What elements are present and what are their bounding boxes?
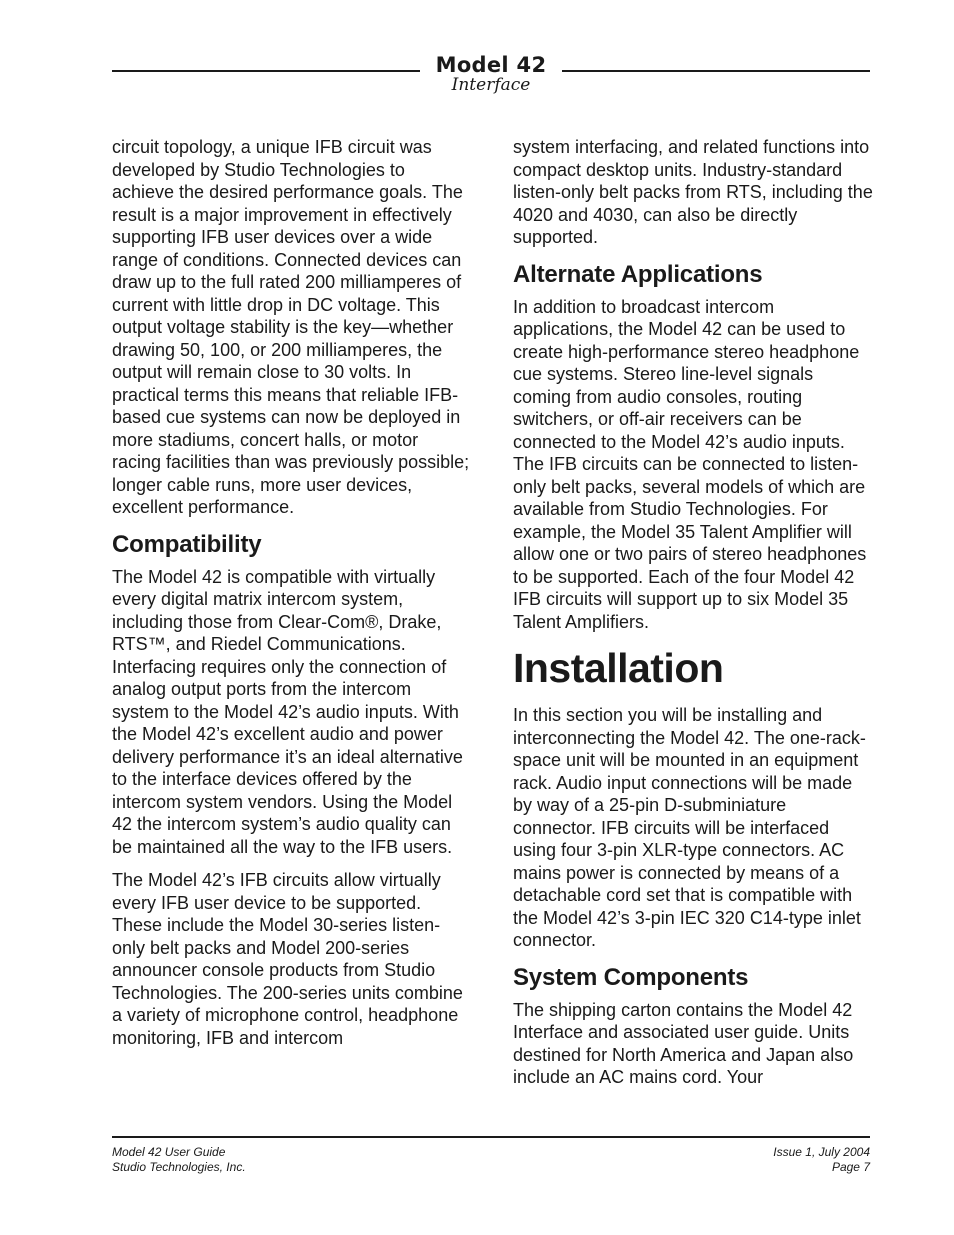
heading-alternate-applications: Alternate Applications [513, 260, 763, 288]
right-column [513, 136, 873, 1100]
left-column [112, 136, 470, 1060]
footer-guide-title: Model 42 User Guide [112, 1145, 226, 1159]
header-logo [420, 53, 562, 93]
footer-right [773, 1145, 870, 1175]
paragraph-ifb-circuit: circuit topology, a unique IFB circuit was developed by Studio Technologies to achieve the desired performance goals. The result is a major improvement in effectively supporting IFB user devices over a wide range of conditions. Connected devices can draw up to the full rated 200 milliamperes of current with little drop in DC voltage. This output voltage stability is the key—whether drawing 50, 100, or 200 milliamperes, the output will remain close to 30 volts. In practical terms this means that reliable IFB-based cue systems can now be deployed in more stadiums, concert halls, or motor racing facilities than was previously possible; longer cable runs, more user devices, excellent performance. [112, 137, 470, 517]
heading-compatibility: Compatibility [112, 530, 262, 558]
heading-installation: Installation [513, 645, 724, 691]
footer-page-number: Page 7 [831, 1160, 870, 1174]
footer-rule [112, 1136, 870, 1138]
footer-left [112, 1145, 246, 1175]
paragraph-compatibility: The Model 42 is compatible with virtually every digital matrix intercom system, including those from Clear-Com®, Drake, RTS™, and Riedel Communications. Interfacing requires only the connection of analog output ports from the intercom system to the Model 42’s audio inputs. With the Model 42’s excellent audio and power delivery performance it’s an ideal alternative to the interface devices offered by the intercom system vendors. Using the Model 42 the intercom system’s audio quality can be maintained all the way to the IFB users. [112, 566, 463, 857]
logo-subtitle: Interface [451, 75, 531, 95]
logo-title: Model 42 [435, 53, 547, 77]
paragraph-alternate-applications: In addition to broadcast intercom applications, the Model 42 can be used to create high-performance stereo headphone cue systems. Stereo line-level signals coming from audio consoles, routing switchers, or off-air receivers can be connected to the Model 42’s audio inputs. The IFB circuits can be connected to listen-only belt packs, several models of which are available from Studio Technologies. For example, the Model 35 Talent Amplifier will allow one or two pairs of stereo headphones to be supported. Each of the four Model 42 IFB circuits will support up to six Model 35 Talent Amplifiers. [513, 296, 867, 632]
footer-company: Studio Technologies, Inc. [112, 1160, 246, 1174]
footer-issue: Issue 1, July 2004 [773, 1145, 870, 1159]
header-rule-right [562, 70, 870, 72]
paragraph-installation: In this section you will be installing and interconnecting the Model 42. The one-rack-space unit will be mounted in an equipment rack. Audio input connections will be made by way of a 25-pin D-subminiature connector. IFB circuits will be interfaced using four 3-pin XLR-type connectors. AC mains power is connected by means of a detachable cord set that is compatible with the Model 42’s 3-pin IEC 320 C14-type inlet connector. [513, 705, 866, 950]
paragraph-system-components: The shipping carton contains the Model 42 Interface and associated user guide. Units destined for North America and Japan also include an AC mains cord. Your [513, 999, 854, 1087]
paragraph-ifb-devices: The Model 42’s IFB circuits allow virtually every IFB user device to be supported. These include the Model 30-series listen-only belt packs and Model 200-series announcer console products from Studio Technologies. The 200-series units combine a variety of microphone control, headphone monitoring, IFB and intercom [112, 870, 463, 1048]
heading-system-components: System Components [513, 963, 749, 991]
paragraph-system-interfacing: system interfacing, and related functions into compact desktop units. Industry-standard listen-only belt packs from RTS, including the 4020 and 4030, can also be directly supported. [513, 137, 873, 247]
header-rule-left [112, 70, 420, 72]
